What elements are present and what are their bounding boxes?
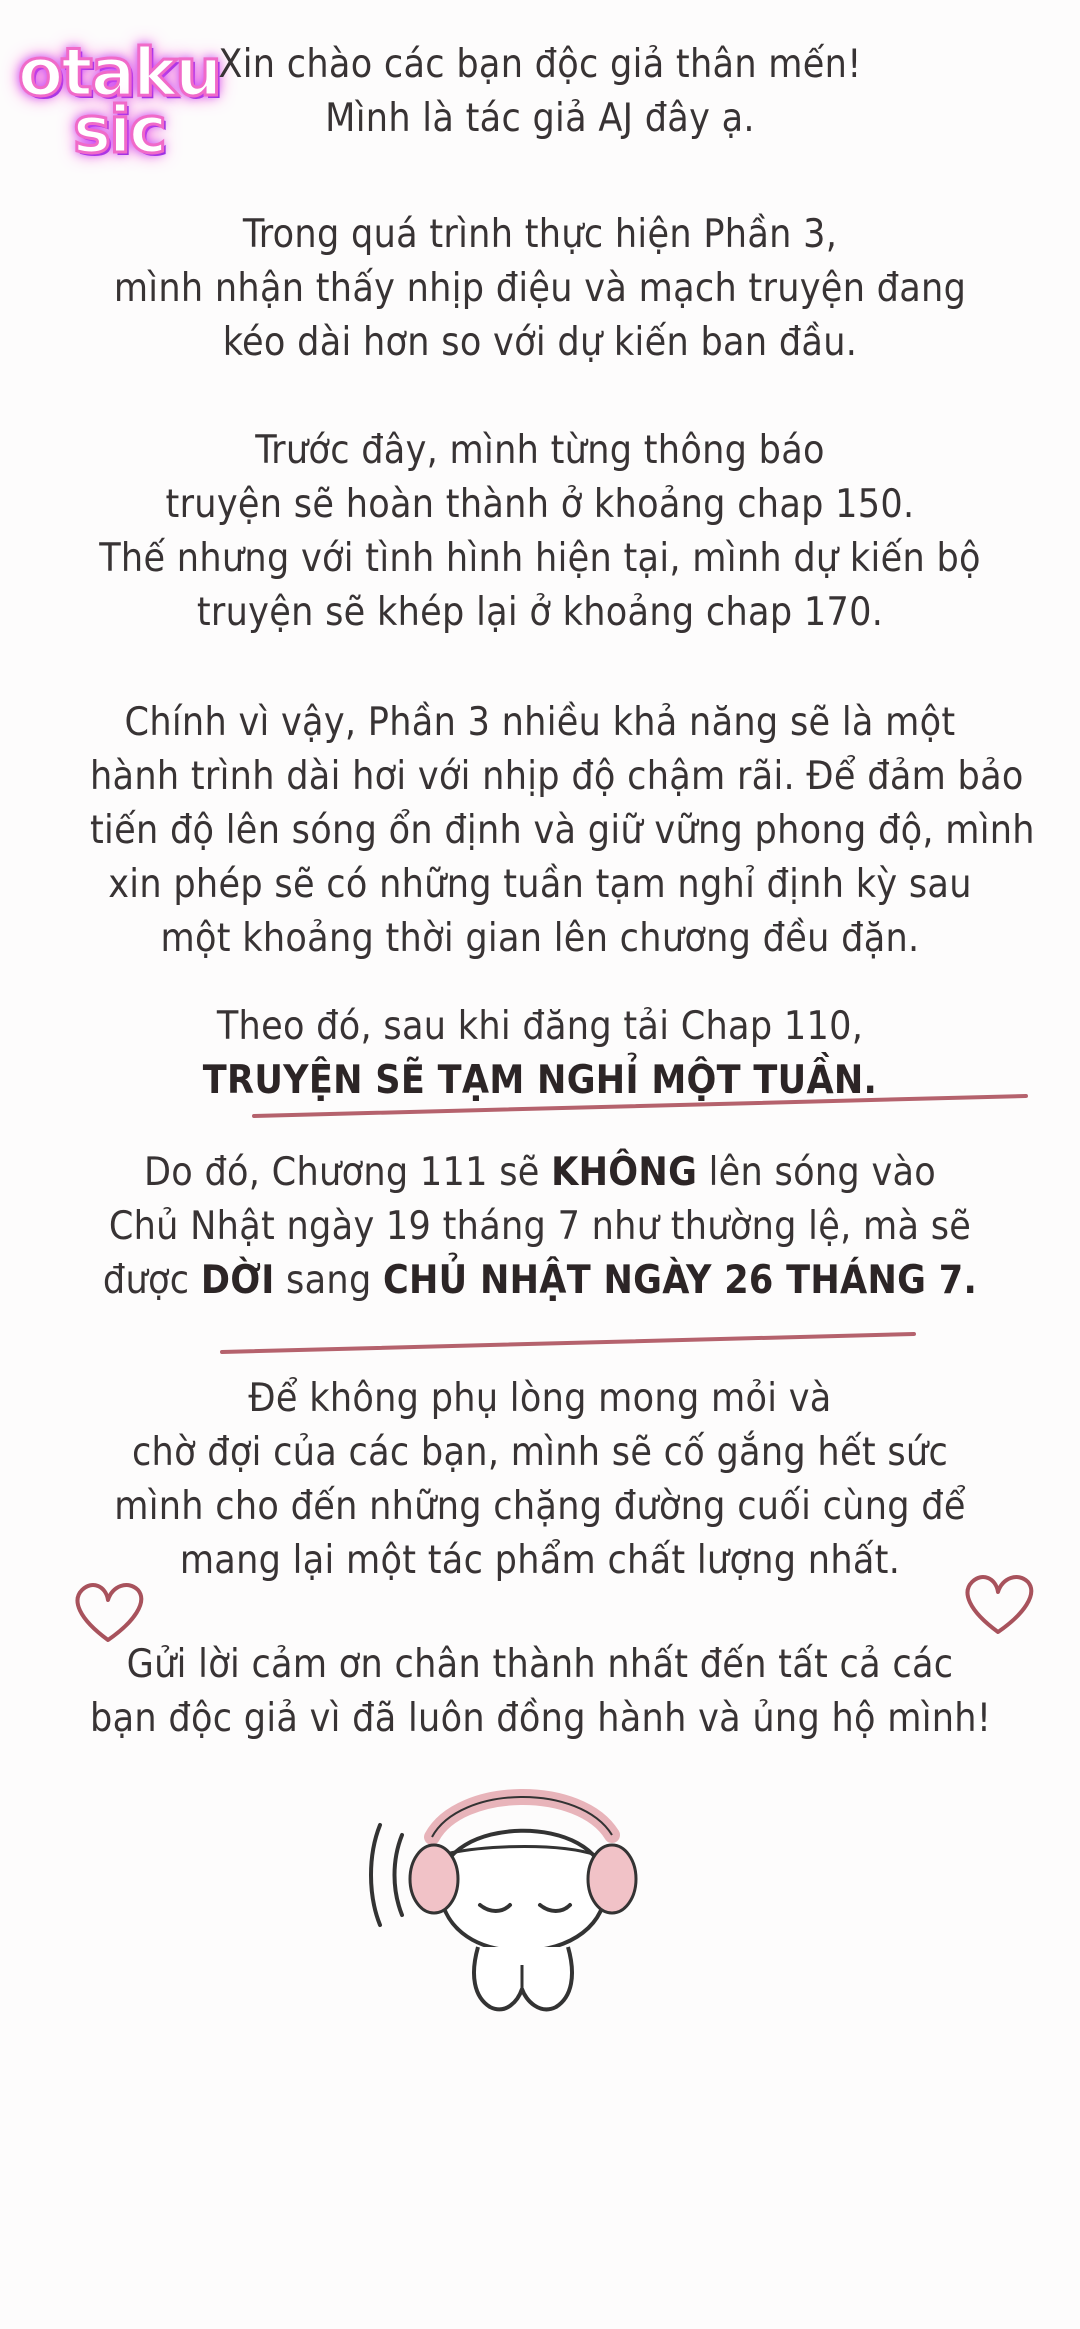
text-line: Theo đó, sau khi đăng tải Chap 110, — [216, 1004, 864, 1049]
intro-paragraph — [90, 38, 990, 146]
emphasis-not: KHÔNG — [551, 1150, 698, 1195]
text-line: Thế nhưng với tình hình hiện tại, mình dự kiến bộ — [99, 536, 981, 581]
text-span: được — [102, 1258, 201, 1303]
text-span: lên sóng vào — [697, 1150, 937, 1195]
text-line — [90, 1254, 990, 1308]
text-line: Để không phụ lòng mong mỏi và — [248, 1376, 832, 1421]
text-line: mang lại một tác phẩm chất lượng nhất. — [179, 1538, 901, 1583]
text-line: mình cho đến những chặng đường cuối cùng để — [114, 1484, 966, 1529]
text-span: sang — [274, 1258, 383, 1303]
text-line: Xin chào các bạn độc giả thân mến! — [218, 42, 862, 87]
text-line: mình nhận thấy nhịp điệu và mạch truyện đang — [113, 266, 967, 311]
text-line: bạn độc giả vì đã luôn đồng hành và ủng hộ mình! — [90, 1696, 992, 1741]
logo-word-top: otaku — [17, 34, 221, 111]
text-line: một khoảng thời gian lên chương đều đặn. — [160, 916, 920, 961]
emphasis-new-date: CHỦ NHẬT NGÀY 26 THÁNG 7. — [382, 1258, 978, 1303]
text-line: kéo dài hơn so với dự kiến ban đầu. — [222, 320, 858, 365]
text-line: Mình là tác giả AJ đây ạ. — [325, 96, 755, 141]
text-line: hành trình dài hơi với nhịp độ chậm rãi. Để đảm bảo — [90, 754, 1024, 799]
text-line: truyện sẽ hoàn thành ở khoảng chap 150. — [165, 482, 915, 527]
text-line: Chủ Nhật ngày 19 tháng 7 như thường lệ, mà sẽ — [108, 1204, 972, 1249]
text-line: truyện sẽ khép lại ở khoảng chap 170. — [196, 590, 884, 635]
text-line: Gửi lời cảm ơn chân thành nhất đến tất cả các — [126, 1642, 954, 1687]
text-line: xin phép sẽ có những tuần tạm nghỉ định kỳ sau — [108, 862, 972, 907]
emphasis-moved: DỜI — [200, 1258, 275, 1303]
text-span: Do đó, Chương 111 sẽ — [143, 1150, 552, 1195]
paragraph-thanks — [90, 1638, 990, 1746]
heart-doodle-icon — [958, 1570, 1038, 1640]
text-line: Chính vì vậy, Phần 3 nhiều khả năng sẽ là một — [124, 700, 956, 745]
bowing-character-illustration — [350, 1775, 690, 2035]
text-line: tiến độ lên sóng ổn định và giữ vững phong độ, mình — [90, 808, 1035, 853]
paragraph-breaks — [90, 696, 1035, 966]
hiatus-underline — [250, 1092, 1030, 1122]
text-line: chờ đợi của các bạn, mình sẽ cố gắng hết sức — [131, 1430, 949, 1475]
logo-word-bottom: sic — [73, 94, 165, 168]
paragraph-chapter-count — [90, 424, 990, 640]
paragraph-schedule-change — [90, 1146, 990, 1308]
paragraph-promise — [90, 1372, 990, 1588]
hiatus-announcement: TRUYỆN SẼ TẠM NGHỈ MỘT TUẦN. — [202, 1058, 878, 1103]
text-line: Trước đây, mình từng thông báo — [255, 428, 825, 473]
date-underline — [218, 1328, 918, 1358]
text-line — [90, 1146, 990, 1200]
text-line: Trong quá trình thực hiện Phần 3, — [242, 212, 838, 257]
paragraph-part3-pacing — [90, 208, 990, 370]
